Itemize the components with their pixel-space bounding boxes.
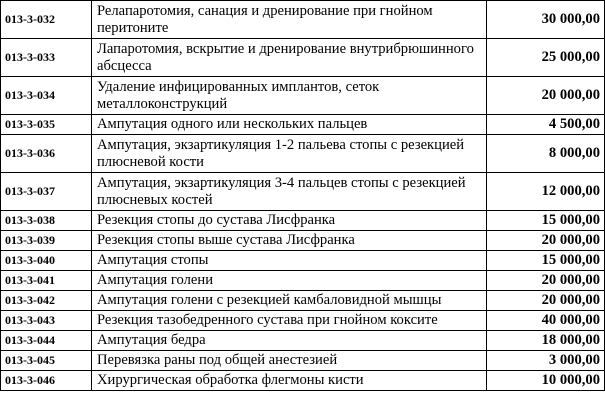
service-code: 013-3-045 bbox=[1, 351, 92, 371]
service-name: Перевязка раны под общей анестезией bbox=[92, 351, 487, 371]
table-row bbox=[1, 77, 605, 115]
service-code: 013-3-039 bbox=[1, 231, 92, 251]
service-code: 013-3-046 bbox=[1, 371, 92, 391]
service-code: 013-3-035 bbox=[1, 115, 92, 135]
service-name: Резекция стопы выше сустава Лисфранка bbox=[92, 231, 487, 251]
service-code: 013-3-037 bbox=[1, 173, 92, 211]
service-code: 013-3-034 bbox=[1, 77, 92, 115]
service-name: Хирургическая обработка флегмоны кисти bbox=[92, 371, 487, 391]
service-code: 013-3-040 bbox=[1, 251, 92, 271]
table-row bbox=[1, 371, 605, 391]
service-price: 4 500,00 bbox=[487, 115, 605, 135]
service-price: 20 000,00 bbox=[487, 231, 605, 251]
table-row bbox=[1, 291, 605, 311]
table-row bbox=[1, 331, 605, 351]
service-code: 013-3-044 bbox=[1, 331, 92, 351]
service-code: 013-3-038 bbox=[1, 211, 92, 231]
table-row bbox=[1, 173, 605, 211]
service-price: 25 000,00 bbox=[487, 39, 605, 77]
service-price: 20 000,00 bbox=[487, 271, 605, 291]
table-row bbox=[1, 231, 605, 251]
service-price: 20 000,00 bbox=[487, 291, 605, 311]
table-row bbox=[1, 1, 605, 39]
service-price: 10 000,00 bbox=[487, 371, 605, 391]
table-row bbox=[1, 271, 605, 291]
service-code: 013-3-032 bbox=[1, 1, 92, 39]
table-row bbox=[1, 351, 605, 371]
service-price: 3 000,00 bbox=[487, 351, 605, 371]
service-name: Ампутация бедра bbox=[92, 331, 487, 351]
service-price: 18 000,00 bbox=[487, 331, 605, 351]
service-name: Резекция стопы до сустава Лисфранка bbox=[92, 211, 487, 231]
service-code: 013-3-043 bbox=[1, 311, 92, 331]
service-name: Удаление инфицированных имплантов, сеток металлоконструкций bbox=[92, 77, 487, 115]
service-price: 15 000,00 bbox=[487, 211, 605, 231]
service-price: 8 000,00 bbox=[487, 135, 605, 173]
service-name: Ампутация голени bbox=[92, 271, 487, 291]
table-row bbox=[1, 311, 605, 331]
service-price: 15 000,00 bbox=[487, 251, 605, 271]
table-row bbox=[1, 115, 605, 135]
service-name: Лапаротомия, вскрытие и дренирование внутрибрюшинного абсцесса bbox=[92, 39, 487, 77]
table-row bbox=[1, 39, 605, 77]
service-name: Ампутация стопы bbox=[92, 251, 487, 271]
service-name: Ампутация голени с резекцией камбаловидной мышцы bbox=[92, 291, 487, 311]
service-price: 30 000,00 bbox=[487, 1, 605, 39]
table-row bbox=[1, 135, 605, 173]
table-row bbox=[1, 251, 605, 271]
service-price: 12 000,00 bbox=[487, 173, 605, 211]
service-name: Ампутация одного или нескольких пальцев bbox=[92, 115, 487, 135]
table-row bbox=[1, 211, 605, 231]
service-code: 013-3-041 bbox=[1, 271, 92, 291]
service-price: 40 000,00 bbox=[487, 311, 605, 331]
service-name: Релапаротомия, санация и дренирование при гнойном перитоните bbox=[92, 1, 487, 39]
service-name: Резекция тазобедренного сустава при гнойном коксите bbox=[92, 311, 487, 331]
service-code: 013-3-042 bbox=[1, 291, 92, 311]
service-code: 013-3-033 bbox=[1, 39, 92, 77]
service-price: 20 000,00 bbox=[487, 77, 605, 115]
service-code: 013-3-036 bbox=[1, 135, 92, 173]
service-name: Ампутация, экзартикуляция 1-2 пальева стопы с резекцией плюсневой кости bbox=[92, 135, 487, 173]
service-name: Ампутация, экзартикуляция 3-4 пальцев стопы с резекцией плюсневых костей bbox=[92, 173, 487, 211]
